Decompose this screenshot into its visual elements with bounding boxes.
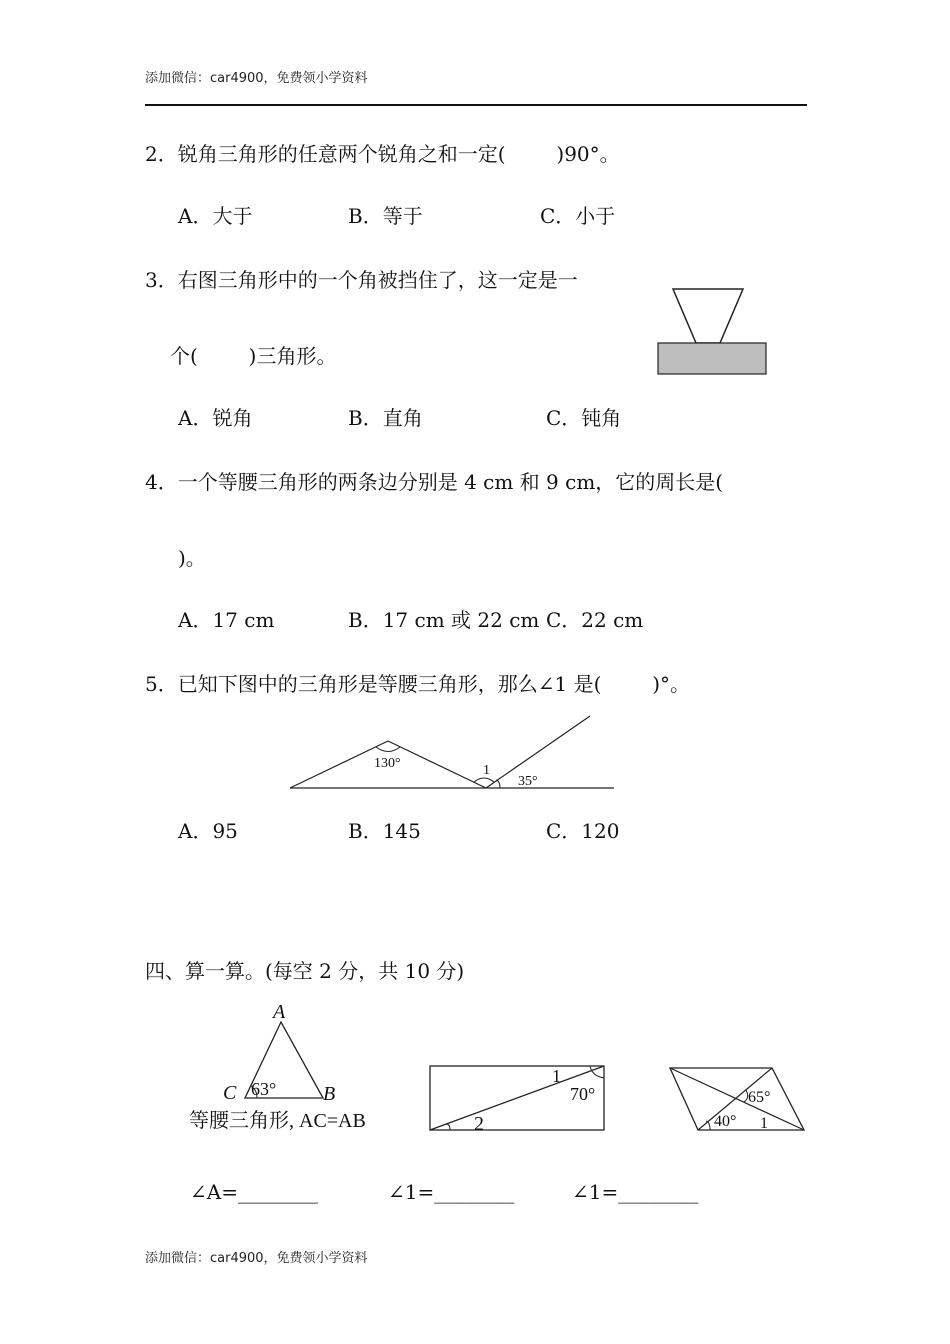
section-4-figure-3: [668, 1064, 818, 1144]
label-1: 1: [760, 1115, 768, 1132]
question-5-option-c: C．120: [546, 819, 620, 843]
section-4-title: 四、算一算。(每空 2 分，共 10 分): [145, 959, 465, 983]
label-1: 1: [552, 1066, 561, 1086]
label-c: C: [223, 1082, 237, 1104]
ray: [486, 716, 590, 788]
triangle-right-side: [388, 741, 486, 788]
label-2: 2: [474, 1113, 484, 1135]
angle-70-arc: [590, 1066, 604, 1078]
question-5-stem: 5．已知下图中的三角形是等腰三角形，那么∠1 是( )°。: [145, 672, 691, 696]
label-130: 130°: [374, 756, 401, 771]
question-2-option-a: A．大于: [178, 204, 253, 228]
answer-blank-1[interactable]: ∠A=________: [190, 1180, 318, 1204]
label-35: 35°: [518, 774, 538, 789]
page-footer: 添加微信：car4900，免费领小学资料: [145, 1251, 368, 1266]
page-header: 添加微信：car4900，免费领小学资料: [145, 71, 368, 86]
question-2-stem: 2．锐角三角形的任意两个锐角之和一定( )90°。: [145, 142, 620, 166]
caption: 等腰三角形, AC=AB: [189, 1110, 366, 1132]
section-4-figure-2: [428, 1064, 618, 1144]
covering-block: [658, 343, 766, 374]
question-3-figure: [656, 286, 776, 378]
question-4-option-a: A．17 cm: [178, 608, 275, 632]
label-65: 65°: [748, 1089, 771, 1106]
diagonal-1: [670, 1068, 804, 1130]
question-5-option-a: A．95: [178, 819, 238, 843]
question-3-option-c: C．钝角: [546, 406, 622, 430]
section-4-figure-1: [185, 998, 395, 1138]
question-3-option-a: A．锐角: [178, 406, 253, 430]
question-3-stem-line1: 3．右图三角形中的一个角被挡住了，这一定是一: [145, 268, 578, 292]
label-1: 1: [483, 763, 490, 778]
question-4-stem-line2: )。: [178, 546, 206, 570]
answer-blank-3[interactable]: ∠1=________: [572, 1180, 699, 1204]
angle1-arc: [474, 778, 494, 782]
label-40: 40°: [714, 1113, 737, 1130]
question-3-stem-line2: 个( )三角形。: [170, 344, 337, 368]
angle-2-arc: [446, 1124, 450, 1130]
hidden-triangle: [673, 289, 743, 343]
label-b: B: [323, 1083, 336, 1105]
label-63: 63°: [251, 1079, 277, 1099]
question-2-option-c: C．小于: [540, 204, 616, 228]
answer-blank-2[interactable]: ∠1=________: [388, 1180, 515, 1204]
label-a: A: [273, 1001, 286, 1023]
apex-angle-arc: [376, 747, 400, 752]
question-2-option-b: B．等于: [348, 204, 423, 228]
question-3-option-b: B．直角: [348, 406, 423, 430]
header-rule: [145, 104, 807, 106]
question-5-option-b: B．145: [348, 819, 421, 843]
question-4-stem-line1: 4．一个等腰三角形的两条边分别是 4 cm 和 9 cm，它的周长是(: [145, 470, 724, 494]
question-5-figure: [288, 712, 618, 796]
question-4-option-c: C．22 cm: [546, 608, 644, 632]
label-70: 70°: [570, 1084, 596, 1104]
question-4-option-b: B．17 cm 或 22 cm: [348, 608, 540, 632]
